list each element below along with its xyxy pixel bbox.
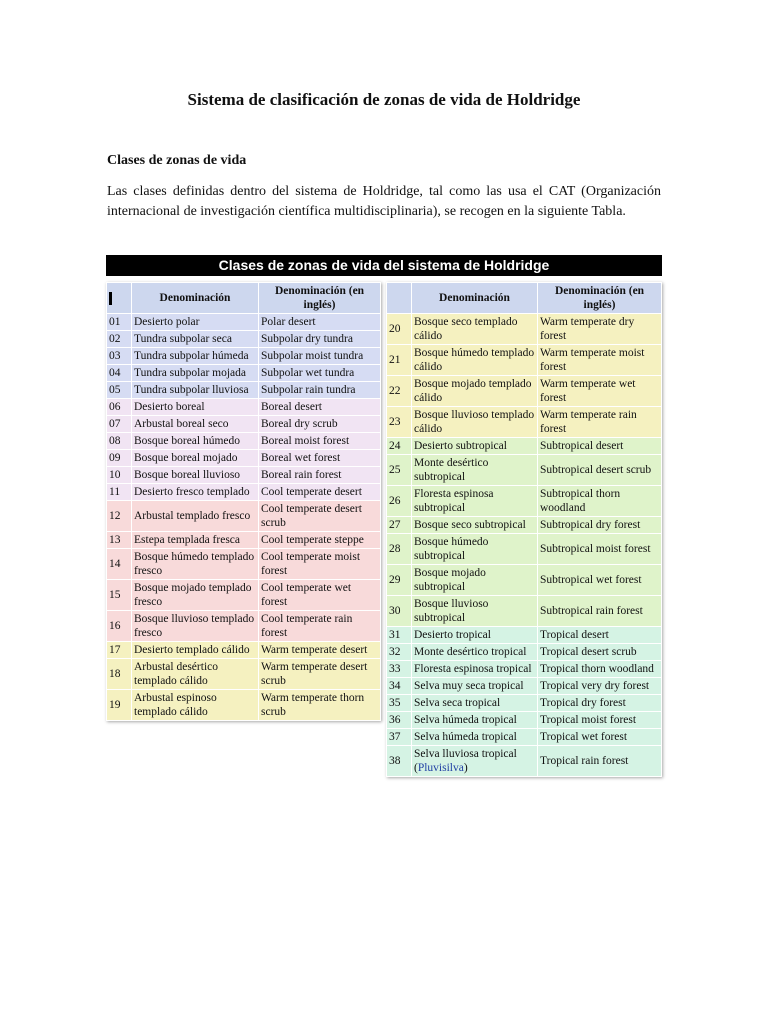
zone-name-es: Estepa templada fresca xyxy=(132,532,258,548)
header-marker-cell xyxy=(107,283,131,313)
zone-name-es: Tundra subpolar lluviosa xyxy=(132,382,258,398)
zone-name-en: Cool temperate wet forest xyxy=(259,580,380,610)
zone-name-es-text: Selva lluviosa tropical xyxy=(414,748,517,760)
zone-name-es: Selva húmeda tropical xyxy=(412,729,537,745)
zone-number: 35 xyxy=(387,695,411,711)
table-row xyxy=(107,659,380,689)
zone-name-es: Tundra subpolar húmeda xyxy=(132,348,258,364)
table-row xyxy=(387,314,661,344)
table-row xyxy=(387,438,661,454)
table-row xyxy=(107,484,380,500)
zone-name-es: Bosque mojado templado fresco xyxy=(132,580,258,610)
zone-name-en: Warm temperate desert scrub xyxy=(259,659,380,689)
table-row xyxy=(107,467,380,483)
zone-number: 38 xyxy=(387,746,411,776)
zone-number: 20 xyxy=(387,314,411,344)
zone-number: 12 xyxy=(107,501,131,531)
header-english: Denominación (en inglés) xyxy=(259,283,380,313)
zone-name-en: Tropical thorn woodland xyxy=(538,661,661,677)
zone-name-en: Boreal moist forest xyxy=(259,433,380,449)
zone-number: 18 xyxy=(107,659,131,689)
header-number-cell xyxy=(387,283,411,313)
table-body-right xyxy=(387,314,661,776)
table-row xyxy=(107,642,380,658)
table-row xyxy=(387,695,661,711)
table-row xyxy=(387,644,661,660)
zone-name-en: Warm temperate desert xyxy=(259,642,380,658)
table-row xyxy=(387,729,661,745)
header-english: Denominación (en inglés) xyxy=(538,283,661,313)
zone-name-es: Desierto subtropical xyxy=(412,438,537,454)
zone-name-en: Subpolar dry tundra xyxy=(259,331,380,347)
zone-number: 11 xyxy=(107,484,131,500)
zone-name-es: Floresta espinosa tropical xyxy=(412,661,537,677)
zone-number: 05 xyxy=(107,382,131,398)
zone-name-es: Desierto polar xyxy=(132,314,258,330)
zone-name-es: Bosque seco subtropical xyxy=(412,517,537,533)
zone-name-en: Boreal wet forest xyxy=(259,450,380,466)
zone-name-es: Desierto boreal xyxy=(132,399,258,415)
zone-name-es: Arbustal desértico templado cálido xyxy=(132,659,258,689)
table-row xyxy=(107,580,380,610)
table-row xyxy=(387,376,661,406)
zone-name-es: Bosque mojado templado cálido xyxy=(412,376,537,406)
zone-name-es: Desierto templado cálido xyxy=(132,642,258,658)
zone-name-es: Bosque húmedo subtropical xyxy=(412,534,537,564)
table-row xyxy=(387,596,661,626)
zone-number: 36 xyxy=(387,712,411,728)
table-row xyxy=(107,399,380,415)
zone-name-es: Selva lluviosa tropical (Pluvisilva) xyxy=(412,746,537,776)
zone-name-en: Cool temperate desert xyxy=(259,484,380,500)
zone-name-en: Tropical moist forest xyxy=(538,712,661,728)
table-header-row xyxy=(107,283,380,313)
table-row xyxy=(387,455,661,485)
zone-number: 10 xyxy=(107,467,131,483)
zone-name-en: Subpolar rain tundra xyxy=(259,382,380,398)
zone-name-en: Cool temperate moist forest xyxy=(259,549,380,579)
zone-name-en: Boreal rain forest xyxy=(259,467,380,483)
zone-number: 27 xyxy=(387,517,411,533)
table-row xyxy=(387,345,661,375)
table-row xyxy=(107,501,380,531)
zone-number: 01 xyxy=(107,314,131,330)
zone-name-es: Bosque húmedo templado cálido xyxy=(412,345,537,375)
zone-name-es: Bosque lluvioso templado cálido xyxy=(412,407,537,437)
table-row xyxy=(387,712,661,728)
table-row xyxy=(107,314,380,330)
zone-name-en: Tropical rain forest xyxy=(538,746,661,776)
table-row xyxy=(107,365,380,381)
zone-name-en: Subtropical moist forest xyxy=(538,534,661,564)
zone-number: 31 xyxy=(387,627,411,643)
zone-number: 04 xyxy=(107,365,131,381)
zone-name-es: Bosque seco templado cálido xyxy=(412,314,537,344)
zone-number: 22 xyxy=(387,376,411,406)
zone-number: 37 xyxy=(387,729,411,745)
zone-name-es: Floresta espinosa subtropical xyxy=(412,486,537,516)
zone-number: 14 xyxy=(107,549,131,579)
zone-name-es: Bosque lluvioso subtropical xyxy=(412,596,537,626)
zone-name-en: Warm temperate rain forest xyxy=(538,407,661,437)
zone-number: 06 xyxy=(107,399,131,415)
zone-number: 13 xyxy=(107,532,131,548)
life-zones-table-right xyxy=(386,282,662,777)
zone-name-en: Boreal dry scrub xyxy=(259,416,380,432)
zone-number: 15 xyxy=(107,580,131,610)
zone-name-es: Tundra subpolar seca xyxy=(132,331,258,347)
zone-number: 17 xyxy=(107,642,131,658)
zone-name-es: Selva húmeda tropical xyxy=(412,712,537,728)
table-row xyxy=(107,611,380,641)
zone-number: 30 xyxy=(387,596,411,626)
table-row xyxy=(107,433,380,449)
zone-name-es: Arbustal espinoso templado cálido xyxy=(132,690,258,720)
zone-name-en: Subpolar wet tundra xyxy=(259,365,380,381)
zone-number: 26 xyxy=(387,486,411,516)
zone-name-en: Warm temperate dry forest xyxy=(538,314,661,344)
zone-number: 34 xyxy=(387,678,411,694)
table-row xyxy=(387,534,661,564)
table-row xyxy=(107,549,380,579)
zone-name-es: Arbustal templado fresco xyxy=(132,501,258,531)
header-denominacion: Denominación xyxy=(132,283,258,313)
zone-number: 09 xyxy=(107,450,131,466)
zone-number: 25 xyxy=(387,455,411,485)
zone-name-es: Tundra subpolar mojada xyxy=(132,365,258,381)
zone-name-es: Monte desértico subtropical xyxy=(412,455,537,485)
table-row xyxy=(107,532,380,548)
zone-name-en: Cool temperate steppe xyxy=(259,532,380,548)
zone-number: 32 xyxy=(387,644,411,660)
zone-name-en: Subtropical wet forest xyxy=(538,565,661,595)
table-row xyxy=(387,517,661,533)
zone-name-en: Subpolar moist tundra xyxy=(259,348,380,364)
zone-name-en: Subtropical desert xyxy=(538,438,661,454)
table-row xyxy=(107,690,380,720)
table-row xyxy=(387,627,661,643)
table-row xyxy=(387,746,661,776)
zone-number: 02 xyxy=(107,331,131,347)
zone-name-es: Desierto tropical xyxy=(412,627,537,643)
header-denominacion: Denominación xyxy=(412,283,537,313)
zone-name-en: Tropical dry forest xyxy=(538,695,661,711)
table-row xyxy=(387,678,661,694)
table-row xyxy=(107,416,380,432)
zone-name-es: Desierto fresco templado xyxy=(132,484,258,500)
table-body-left xyxy=(107,314,380,720)
pluvisilva-link[interactable]: Pluvisilva xyxy=(417,762,464,774)
zone-name-es: Selva muy seca tropical xyxy=(412,678,537,694)
zone-number: 23 xyxy=(387,407,411,437)
zone-name-en: Boreal desert xyxy=(259,399,380,415)
zone-number: 03 xyxy=(107,348,131,364)
zone-number: 21 xyxy=(387,345,411,375)
zone-name-en: Cool temperate desert scrub xyxy=(259,501,380,531)
zone-name-en: Tropical very dry forest xyxy=(538,678,661,694)
zone-name-en: Tropical wet forest xyxy=(538,729,661,745)
zone-name-es: Bosque mojado subtropical xyxy=(412,565,537,595)
zone-number: 19 xyxy=(107,690,131,720)
table-row xyxy=(387,565,661,595)
table-header-row xyxy=(387,283,661,313)
zone-number: 08 xyxy=(107,433,131,449)
marker-bar xyxy=(109,292,112,305)
zone-name-en: Cool temperate rain forest xyxy=(259,611,380,641)
zone-name-es: Monte desértico tropical xyxy=(412,644,537,660)
zone-name-es: Bosque boreal mojado xyxy=(132,450,258,466)
page-title: Sistema de clasificación de zonas de vida de Holdridge xyxy=(187,90,581,109)
table-row xyxy=(387,407,661,437)
zone-name-en: Tropical desert scrub xyxy=(538,644,661,660)
zone-number: 28 xyxy=(387,534,411,564)
table-row xyxy=(387,661,661,677)
zone-name-en: Tropical desert xyxy=(538,627,661,643)
table-banner: Clases de zonas de vida del sistema de Holdridge xyxy=(106,255,662,276)
table-row xyxy=(107,450,380,466)
zone-name-es: Selva seca tropical xyxy=(412,695,537,711)
zone-number: 16 xyxy=(107,611,131,641)
intro-paragraph: Las clases definidas dentro del sistema de Holdridge, tal como las usa el CAT (Organización internacional de investigación científica multidisciplinaria), se recogen en la siguiente Tabla. xyxy=(107,184,661,219)
life-zones-table-left xyxy=(106,282,381,721)
table-row xyxy=(107,348,380,364)
zone-number: 33 xyxy=(387,661,411,677)
zone-name-es: Bosque boreal lluvioso xyxy=(132,467,258,483)
zone-name-en: Subtropical rain forest xyxy=(538,596,661,626)
zone-name-en: Subtropical thorn woodland xyxy=(538,486,661,516)
zone-name-es: Bosque lluvioso templado fresco xyxy=(132,611,258,641)
table-row xyxy=(107,382,380,398)
zone-name-en: Polar desert xyxy=(259,314,380,330)
table-row xyxy=(107,331,380,347)
zone-name-en: Subtropical desert scrub xyxy=(538,455,661,485)
zone-name-en: Warm temperate thorn scrub xyxy=(259,690,380,720)
zone-number: 29 xyxy=(387,565,411,595)
zone-number: 24 xyxy=(387,438,411,454)
zone-name-en: Warm temperate moist forest xyxy=(538,345,661,375)
zone-number: 07 xyxy=(107,416,131,432)
zone-name-es: Arbustal boreal seco xyxy=(132,416,258,432)
section-heading: Clases de zonas de vida xyxy=(107,153,247,168)
zone-name-es: Bosque boreal húmedo xyxy=(132,433,258,449)
zone-name-en: Warm temperate wet forest xyxy=(538,376,661,406)
table-row xyxy=(387,486,661,516)
zone-name-es: Bosque húmedo templado fresco xyxy=(132,549,258,579)
zone-name-en: Subtropical dry forest xyxy=(538,517,661,533)
